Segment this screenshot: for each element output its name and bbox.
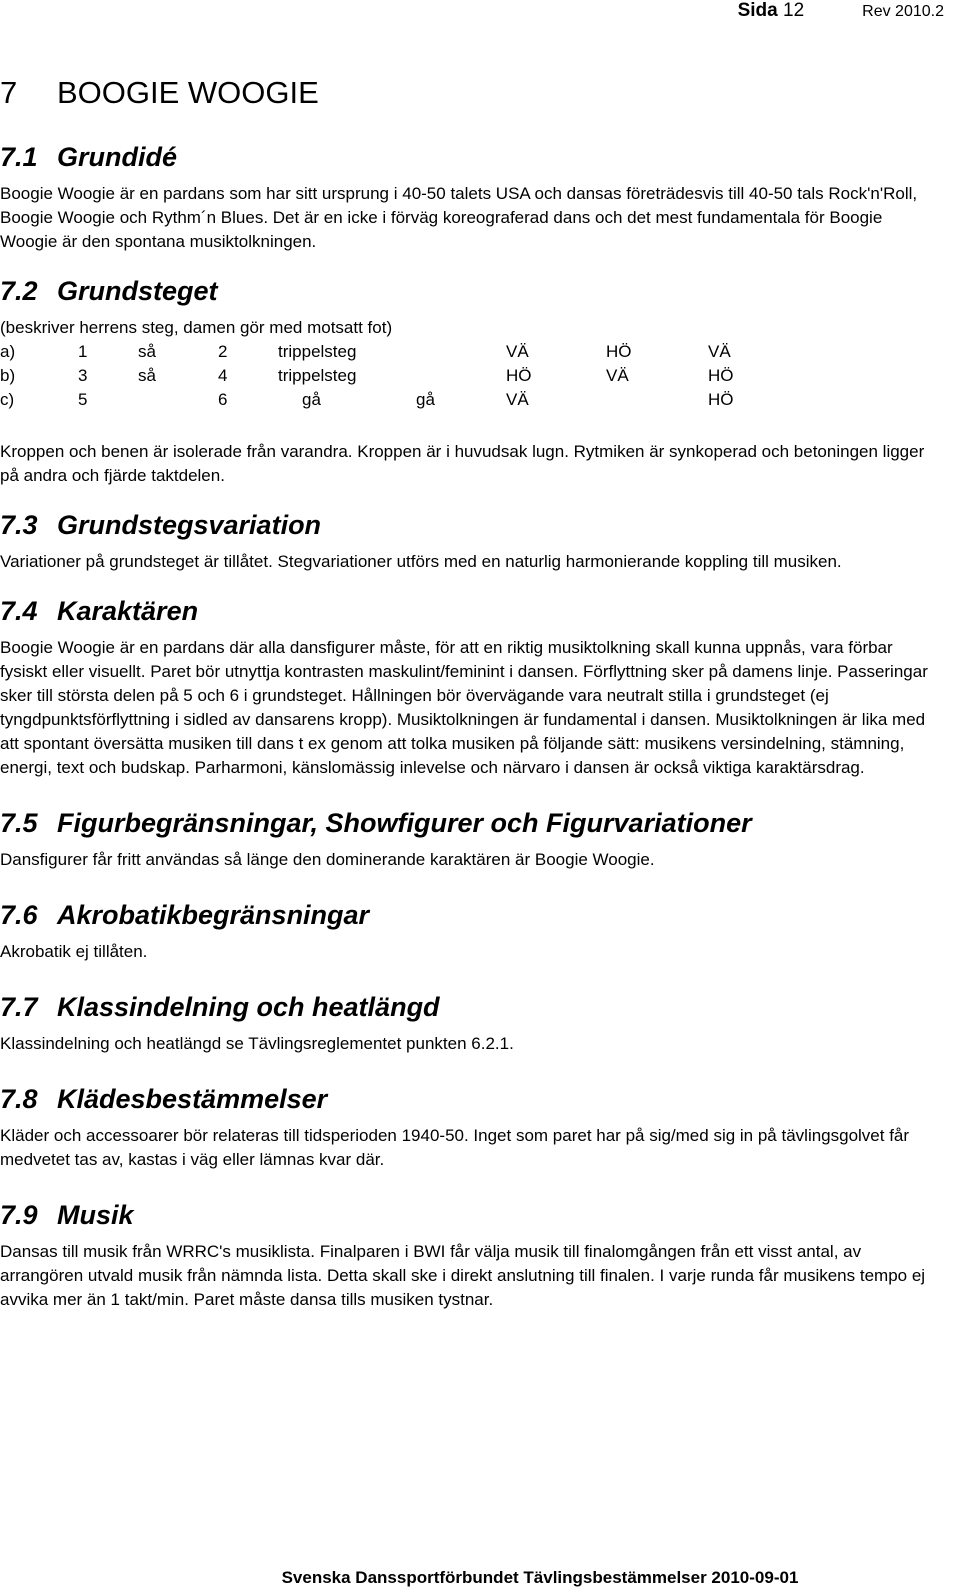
section-heading-7-3: 7.3 Grundstegsvariation bbox=[0, 510, 322, 540]
revision-label: Rev 2010.2 bbox=[862, 3, 944, 20]
step-row: c) 5 6 gå gå VÄ HÖ bbox=[0, 390, 734, 409]
section-heading-7-7: 7.7 Klassindelning och heatlängd bbox=[0, 992, 440, 1022]
section-heading-7-2: 7.2 Grundsteget bbox=[0, 276, 218, 306]
section-text-7-1: Boogie Woogie är en pardans som har sitt ursprung i 40-50 talets USA och dansas företrädesvis till 40-50 tals Rock'n'Roll, Boogie Woogie och Rythm´n Blues. Det är en icke i förväg koreograferad dans och det mest fundamentala för Boogie Woogie är den spontana musiktolkningen. bbox=[0, 184, 918, 251]
section-text-7-5: Dansfigurer får fritt användas så länge den dominerande karaktären är Boogie Woogie. bbox=[0, 850, 655, 869]
section-text-7-6: Akrobatik ej tillåten. bbox=[0, 942, 148, 961]
section-heading-7-8: 7.8 Klädesbestämmelser bbox=[0, 1084, 328, 1114]
document-body bbox=[0, 72, 940, 1332]
step-table bbox=[0, 316, 940, 412]
step-table-intro: (beskriver herrens steg, damen gör med motsatt fot) bbox=[0, 318, 393, 337]
section-text-7-2: Kroppen och benen är isolerade från varandra. Kroppen är i huvudsak lugn. Rytmiken är synkoperad och betoningen ligger på andra och fjärde taktdelen. bbox=[0, 442, 925, 485]
section-heading-7-4: 7.4 Karaktären bbox=[0, 596, 199, 626]
section-heading-7-1: 7.1 Grundidé bbox=[0, 142, 177, 172]
section-heading-7-6: 7.6 Akrobatikbegränsningar bbox=[0, 900, 370, 930]
section-text-7-8: Kläder och accessoarer bör relateras till tidsperioden 1940-50. Inget som paret har på sig/med sig in på tävlingsgolvet får medvetet tas av, kastas i väg eller lämnas kvar där. bbox=[0, 1126, 910, 1169]
section-heading-7-9: 7.9 Musik bbox=[0, 1200, 134, 1230]
section-text-7-7: Klassindelning och heatlängd se Tävlingsreglementet punkten 6.2.1. bbox=[0, 1034, 514, 1053]
section-heading-7-5: 7.5 Figurbegränsningar, Showfigurer och Figurvariationer bbox=[0, 808, 752, 838]
step-row: b) 3 så 4 trippelsteg HÖ VÄ HÖ bbox=[0, 366, 734, 385]
section-text-7-4: Boogie Woogie är en pardans där alla dansfigurer måste, för att en riktig musiktolkning skall kunna uppnås, vara förbar fysiskt eller visuellt. Paret bör utnyttja kontrasten maskulint/feminint i dansen. Förflyttning sker på damens linje. Passeringar sker till största delen på 5 och 6 i grundsteget. Hållningen bör övervägande vara neutralt stilla i grundsteget (ej tyngdpunktsförflyttning i sidled av dansarens kropp). Musiktolkningen är fundamental i dansen. Musiktolkningen är lika med att spontant översätta musiken till dans t ex genom att tolka musiken på följande sätt: musikens versindelning, stämning, energi, text och budskap. Parharmoni, känslomässig inlevelse och närvaro i dansen är också viktiga karaktärsdrag. bbox=[0, 638, 928, 777]
section-text-7-3: Variationer på grundsteget är tillåtet. Stegvariationer utförs med en naturlig harmonierande koppling till musiken. bbox=[0, 552, 842, 571]
page-header bbox=[738, 0, 944, 26]
page-number: Sida 12 bbox=[737, 0, 805, 21]
chapter-title: 7 BOOGIE WOOGIE bbox=[0, 75, 319, 110]
section-text-7-9: Dansas till musik från WRRC's musiklista. Finalparen i BWI får välja musik till finalomgången från ett visst antal, av arrangören utvald musik från nämnda lista. Detta skall ske i direkt anslutning till finalen. I varje runda får musikens tempo ej avvika mer än 1 takt/min. Paret måste dansa tills musiken tystnar. bbox=[0, 1242, 926, 1309]
page-footer: Svenska Danssportförbundet Tävlingsbestämmelser 2010-09-01 bbox=[281, 1568, 799, 1587]
step-row: a) 1 så 2 trippelsteg VÄ HÖ VÄ bbox=[0, 342, 731, 361]
